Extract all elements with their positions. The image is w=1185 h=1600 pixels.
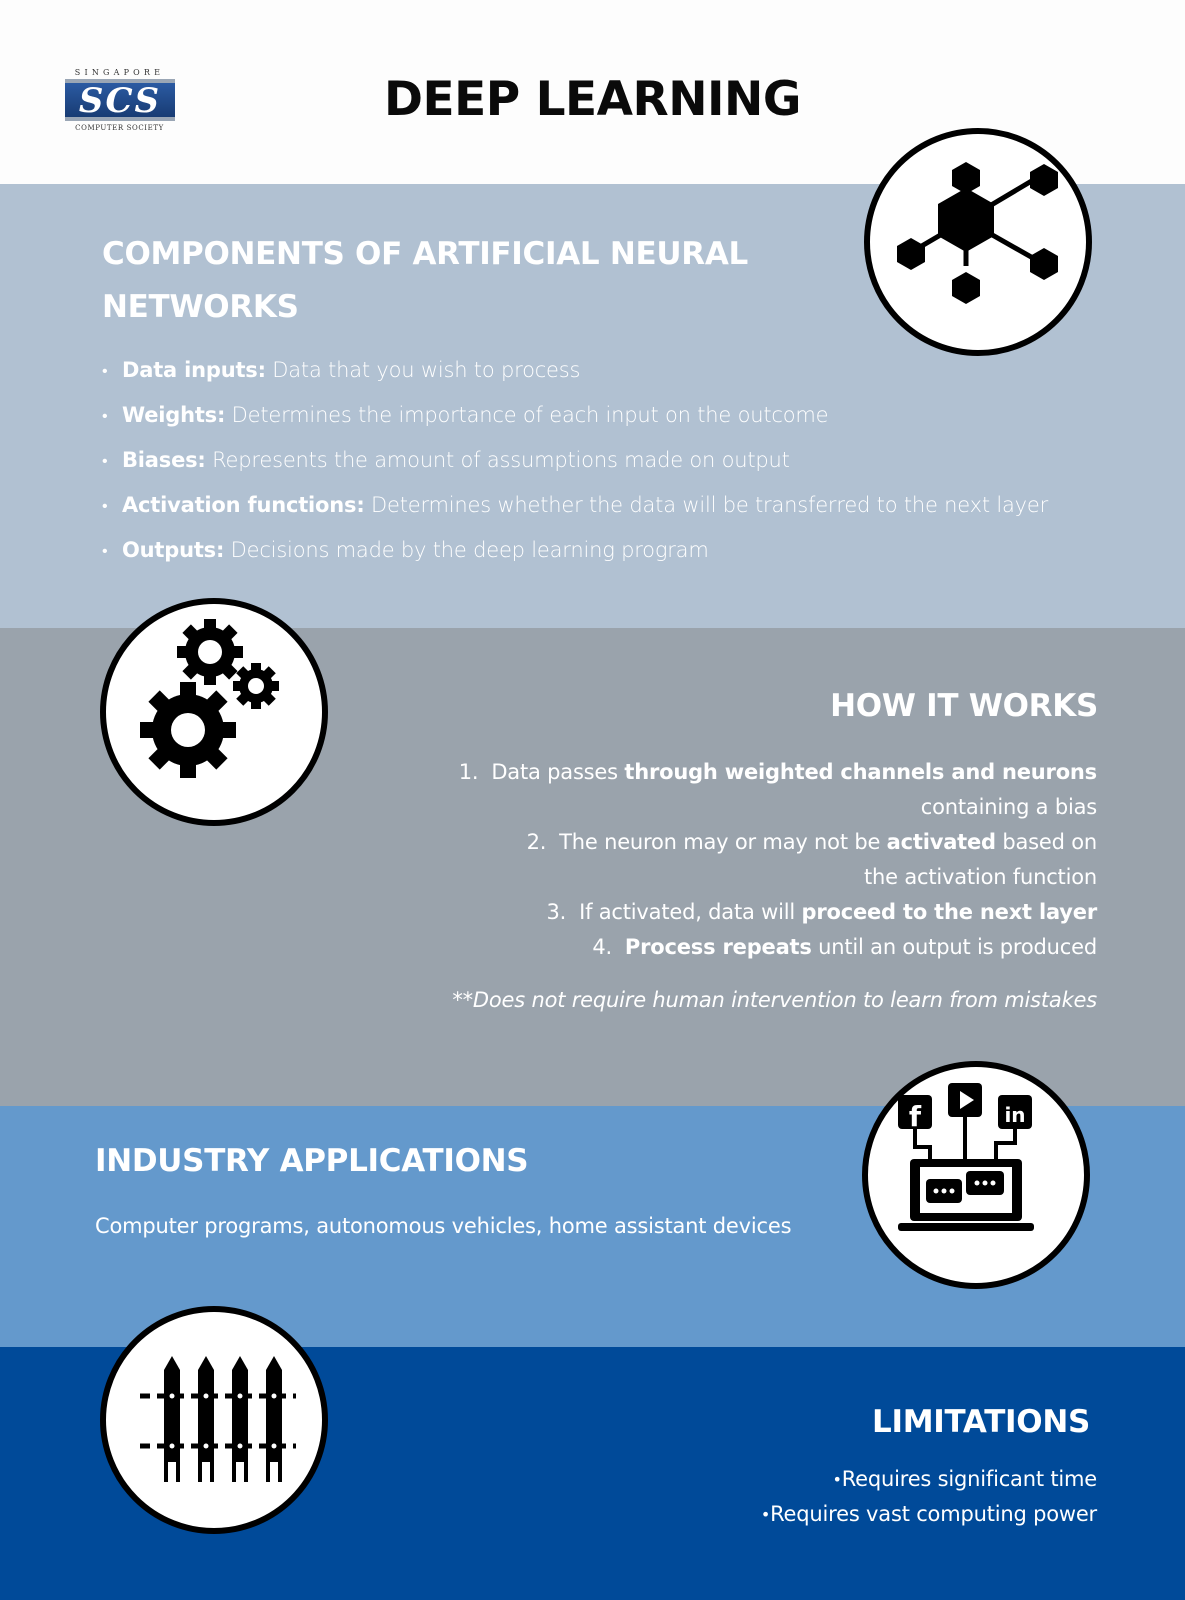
components-title: [102, 228, 782, 334]
step-item: [377, 895, 1097, 930]
industry-text: Computer programs, autonomous vehicles, home assistant devices: [95, 1214, 792, 1238]
component-term: Biases:: [122, 448, 206, 472]
logo-top-text: SINGAPORE: [74, 68, 165, 77]
components-list: [102, 350, 1048, 575]
list-item: •Requires vast computing power: [760, 1502, 1097, 1526]
list-item: •Requires significant time: [832, 1467, 1097, 1491]
step-text: The neuron may or may not be: [546, 830, 887, 854]
limitation-text: Requires vast computing power: [770, 1502, 1097, 1526]
component-term: Data inputs:: [122, 358, 266, 382]
step-number: 1.: [458, 760, 479, 784]
component-desc: Determines the importance of each input on the outcome: [225, 403, 829, 427]
step-text-post: based on: [995, 830, 1097, 854]
step-text: [612, 935, 625, 959]
step-number: 2.: [526, 830, 547, 854]
how-it-works-steps: [377, 755, 1097, 965]
component-term: Activation functions:: [122, 493, 365, 517]
step-number: 3.: [546, 900, 567, 924]
components-title-line1: COMPONENTS OF ARTIFICIAL NEURAL: [102, 236, 748, 272]
list-item: • Activation functions: Determines whether the data will be transferred to the next layer: [102, 493, 1049, 517]
limitations-list: [748, 1462, 1097, 1532]
list-item: • Biases: Represents the amount of assumptions made on output: [102, 448, 790, 472]
step-item-continued: containing a bias: [920, 795, 1097, 819]
step-item: [377, 755, 1097, 790]
step-item: [377, 930, 1097, 965]
component-term: Weights:: [122, 403, 226, 427]
industry-title: INDUSTRY APPLICATIONS: [95, 1143, 529, 1179]
logo-bottom-text: COMPUTER SOCIETY: [75, 124, 164, 132]
list-item: • Weights: Determines the importance of each input on the outcome: [102, 403, 829, 427]
component-term: Outputs:: [122, 538, 225, 562]
svg-text:f: f: [908, 1100, 922, 1133]
list-item: • Outputs: Decisions made by the deep learning program: [102, 538, 709, 562]
step-bold: activated: [886, 830, 996, 854]
limitation-text: Requires significant time: [841, 1467, 1097, 1491]
component-desc: Represents the amount of assumptions made on output: [205, 448, 790, 472]
fence-icon: [100, 1306, 328, 1534]
page-title: DEEP LEARNING: [384, 72, 801, 127]
logo-mark-text: SCS: [78, 81, 162, 121]
component-desc: Data that you wish to process: [265, 358, 581, 382]
how-it-works-title: HOW IT WORKS: [830, 688, 1098, 724]
step-text-post: until an output is produced: [811, 935, 1097, 959]
social-media-laptop-icon: [862, 1061, 1090, 1289]
limitations-title: LIMITATIONS: [872, 1404, 1090, 1440]
step-item: [377, 825, 1097, 860]
gears-icon: [100, 598, 328, 826]
component-desc: Determines whether the data will be transferred to the next layer: [364, 493, 1049, 517]
step-number: 4.: [592, 935, 612, 959]
step-bold: Process repeats: [624, 935, 812, 959]
step-text: If activated, data will: [566, 900, 802, 924]
component-desc: Decisions made by the deep learning program: [224, 538, 709, 562]
network-hub-icon: [864, 128, 1092, 356]
step-item-continued: the activation function: [863, 865, 1097, 889]
components-title-line2: NETWORKS: [102, 289, 299, 325]
how-it-works-note: **Does not require human intervention to learn from mistakes: [452, 988, 1097, 1012]
step-bold: proceed to the next layer: [801, 900, 1097, 924]
list-item: • Data inputs: Data that you wish to process: [102, 358, 581, 382]
step-text: Data passes: [478, 760, 625, 784]
step-bold: through weighted channels and neurons: [624, 760, 1097, 784]
svg-text:in: in: [1004, 1103, 1026, 1127]
